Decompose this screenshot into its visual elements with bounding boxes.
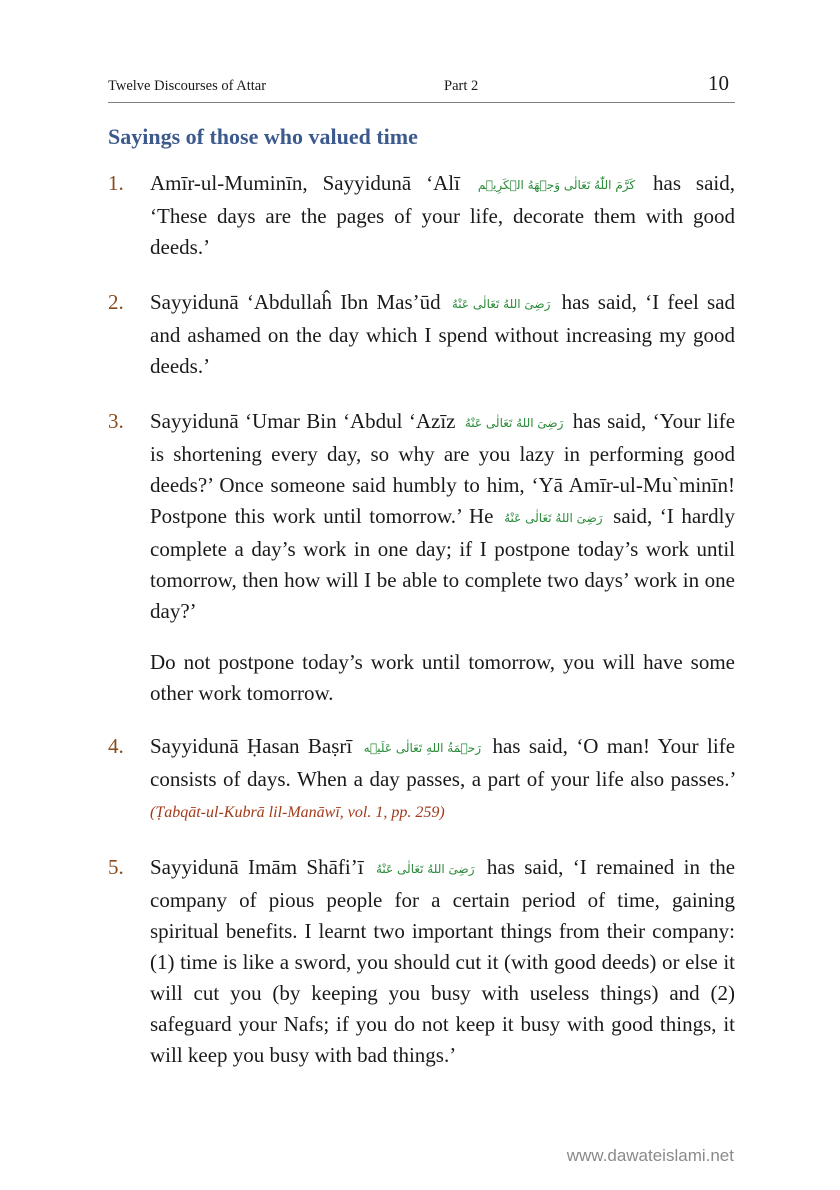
saying-quote-continued: said, ‘I hardly complete a day’s work in one day; if I postpone today’s work until tomorrow, then how will I be able to complete two days’ work in one day?’ [150, 504, 736, 623]
saying-speaker: Sayyidunā Imām Shāfi’ī [150, 855, 364, 879]
saying-number: 5. [108, 855, 124, 879]
sayings-list [108, 168, 735, 1095]
saying-4 [108, 731, 735, 828]
saying-speaker: Sayyidunā Ḥasan Baṣrī [150, 734, 353, 758]
arabic-honorific: رَضِیَ اللهُ تَعَالٰی عَنْهُ [504, 511, 603, 525]
arabic-honorific: رَحۡمَةُ اللهِ تَعَالٰی عَلَيۡه [363, 741, 482, 755]
saying-number: 3. [108, 409, 124, 433]
saying-text [150, 731, 735, 828]
saying-speaker: Sayyidunā ‘Abdullaĥ Ibn Mas’ūd [150, 290, 441, 314]
section-title: Sayings of those who valued time [108, 124, 418, 149]
saying-speaker: Sayyidunā ‘Umar Bin ‘Abdul ‘Azīz [150, 409, 456, 433]
saying-text [150, 406, 735, 627]
citation-reference: (Ṭabqāt-ul-Kubrā lil-Manāwī, vol. 1, pp. 259) [150, 804, 445, 821]
saying-quote: has said, ‘I feel sad and ashamed on the day which I spend without increasing my good deeds.’ [150, 290, 736, 378]
page-number: 10 [708, 71, 729, 95]
saying-text [150, 852, 735, 1071]
part-label: Part 2 [444, 78, 479, 94]
arabic-honorific: رَضِیَ اللهُ تَعَالٰی عَنْهُ [464, 416, 564, 430]
saying-quote: has said, ‘Your life is shortening every day, so why are you lazy in performing good deeds?’ Once someone said humbly to him, ‘Yā Amīr-ul-Mu`minīn! Postpone this work until tomorrow.’ He [150, 409, 736, 528]
website-url: www.dawateislami.net [566, 1146, 734, 1165]
page-header [108, 70, 735, 103]
saying-3 [108, 406, 735, 627]
saying-speaker: Amīr-ul-Muminīn, Sayyidunā ‘Alī [150, 171, 460, 195]
saying-text [150, 168, 735, 263]
arabic-honorific: رَضِیَ اللهُ تَعَالٰی عَنْهُ [376, 862, 475, 876]
saying-5 [108, 852, 735, 1071]
saying-number: 4. [108, 734, 124, 758]
arabic-honorific: كَرَّمَ اللّٰهُ تَعَالٰی وَجۡهَهُ الۡكَرِيۡم [477, 178, 636, 192]
arabic-honorific: رَضِیَ اللهُ تَعَالٰی عَنْهُ [451, 297, 551, 311]
saying-number: 2. [108, 290, 124, 314]
saying-quote: has said, ‘O man! Your life consists of days. When a day passes, a part of your life also passes.’ [150, 734, 736, 791]
saying-number: 1. [108, 171, 124, 195]
saying-text [150, 287, 735, 382]
saying-1 [108, 168, 735, 263]
book-title: Twelve Discourses of Attar [108, 78, 267, 94]
saying-quote: has said, ‘I remained in the company of pious people for a certain period of time, gaining spiritual benefits. I learnt two important things from their company: (1) time is like a sword, you should cut it (with good deeds) or else it will cut you (by keeping you busy with useless things) and (2) safeguard your Nafs; if you do not keep it busy with good things, it will keep you busy with bad things.’ [150, 855, 736, 1067]
saying-2 [108, 287, 735, 382]
saying-quote: has said, ‘These days are the pages of your life, decorate them with good deeds.’ [150, 171, 736, 259]
saying-3-moral: Do not postpone today’s work until tomorrow, you will have some other work tomorrow. [150, 650, 735, 705]
